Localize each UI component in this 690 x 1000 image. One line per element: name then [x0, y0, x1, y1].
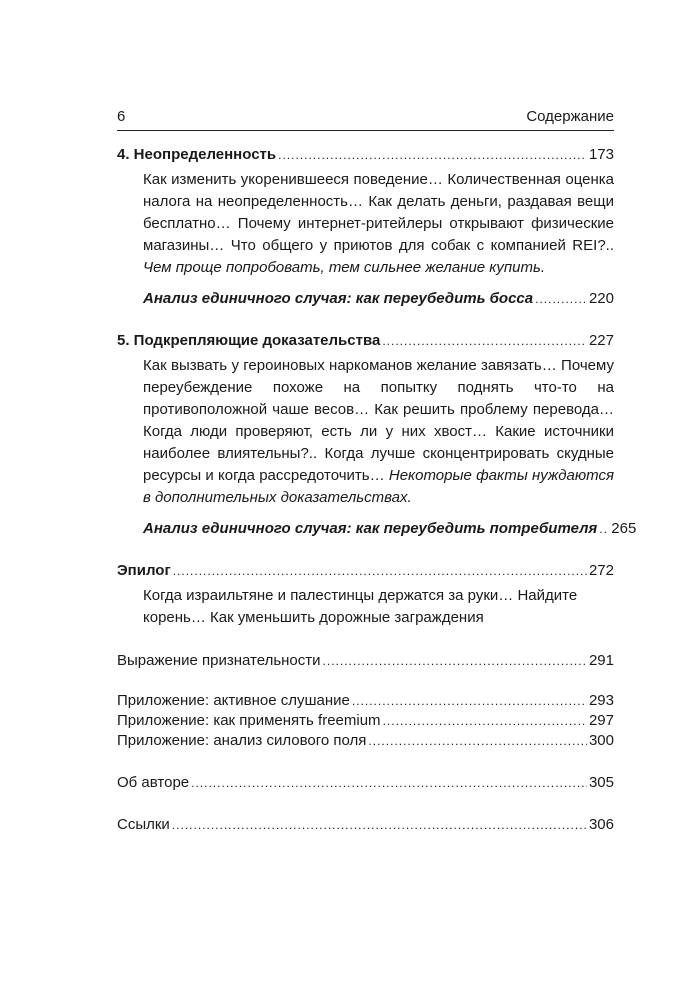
leader-dots [383, 711, 587, 731]
case-study-title: Анализ единичного случая: как переубедить босса [143, 290, 534, 307]
page-ref: 291 [588, 652, 614, 669]
page-ref: 300 [588, 732, 614, 749]
chapter-description [117, 169, 614, 279]
leader-dots [352, 691, 587, 711]
entry-title: Выражение признательности [117, 652, 321, 669]
page-number: 6 [117, 108, 126, 125]
leader-dots [323, 651, 587, 671]
entry-title: Ссылки [117, 816, 170, 833]
leader-dots [599, 519, 609, 539]
description-italic: Чем проще попробовать, тем сильнее желание купить. [143, 259, 546, 276]
toc-entry-chapter-4[interactable] [117, 145, 614, 165]
page-ref: 297 [588, 712, 614, 729]
toc-entry-case-study[interactable] [117, 289, 614, 309]
chapter-title: 5. Подкрепляющие доказательства [117, 332, 381, 349]
description-text: Как изменить укоренившееся поведение… Количественная оценка налога на неопределенность… Как делать деньги, раздавая вещи бесплатно… Почему интернет-ритейлеры открывают физические магазины… Что общего у приютов для собак с компанией REI?.. [143, 171, 614, 254]
toc-entry-chapter-5[interactable] [117, 331, 614, 351]
leader-dots [535, 289, 587, 309]
running-header [117, 108, 614, 131]
page-ref: 220 [588, 290, 614, 307]
chapter-title: 4. Неопределенность [117, 146, 277, 163]
page-ref: 272 [588, 562, 614, 579]
description-text: Как вызвать у героиновых наркоманов желание завязать… Почему переубеждение похоже на попытку поднять что-то на противоположной чаше весов… Как решить проблему перевода… Когда люди проверяют, есть ли у них хвост… Какие источники наиболее влиятельны?.. Когда лучше сконцентрировать скудные ресурсы и когда рассредоточить… [143, 357, 614, 484]
toc-entry-epilogue[interactable] [117, 561, 614, 581]
page-ref: 305 [588, 774, 614, 791]
page-ref: 173 [588, 146, 614, 163]
epilogue-title: Эпилог [117, 562, 171, 579]
toc-page [117, 108, 637, 835]
toc-entry-references[interactable] [117, 815, 614, 835]
leader-dots [278, 145, 587, 165]
leader-dots [368, 731, 587, 751]
leader-dots [382, 331, 587, 351]
toc-entry-appendix[interactable] [117, 731, 614, 751]
toc-entry-about-author[interactable] [117, 773, 614, 793]
running-title: Содержание [526, 108, 614, 125]
entry-title: Об авторе [117, 774, 190, 791]
page-ref: 227 [588, 332, 614, 349]
toc-entry-appendix[interactable] [117, 691, 614, 711]
page-ref: 265 [611, 520, 637, 537]
leader-dots [191, 773, 587, 793]
description-italic: Некоторые факты нуждаются в дополнительных доказательствах. [143, 467, 614, 506]
entry-title: Приложение: как применять freemium [117, 712, 381, 729]
toc-entry-case-study[interactable] [117, 519, 637, 539]
entry-title: Приложение: активное слушание [117, 692, 350, 709]
case-study-title: Анализ единичного случая: как переубедить потребителя [143, 520, 598, 537]
entry-title: Приложение: анализ силового поля [117, 732, 367, 749]
toc-entry-appendix[interactable] [117, 711, 614, 731]
epilogue-description: Когда израильтяне и палестинцы держатся за руки… Найдите корень… Как уменьшить дорожные заграждения [143, 587, 578, 626]
page-ref: 306 [588, 816, 614, 833]
leader-dots [172, 815, 587, 835]
page-ref: 293 [588, 692, 614, 709]
toc-entry-acknowledgements[interactable] [117, 651, 614, 671]
leader-dots [173, 561, 587, 581]
chapter-description [117, 355, 614, 509]
